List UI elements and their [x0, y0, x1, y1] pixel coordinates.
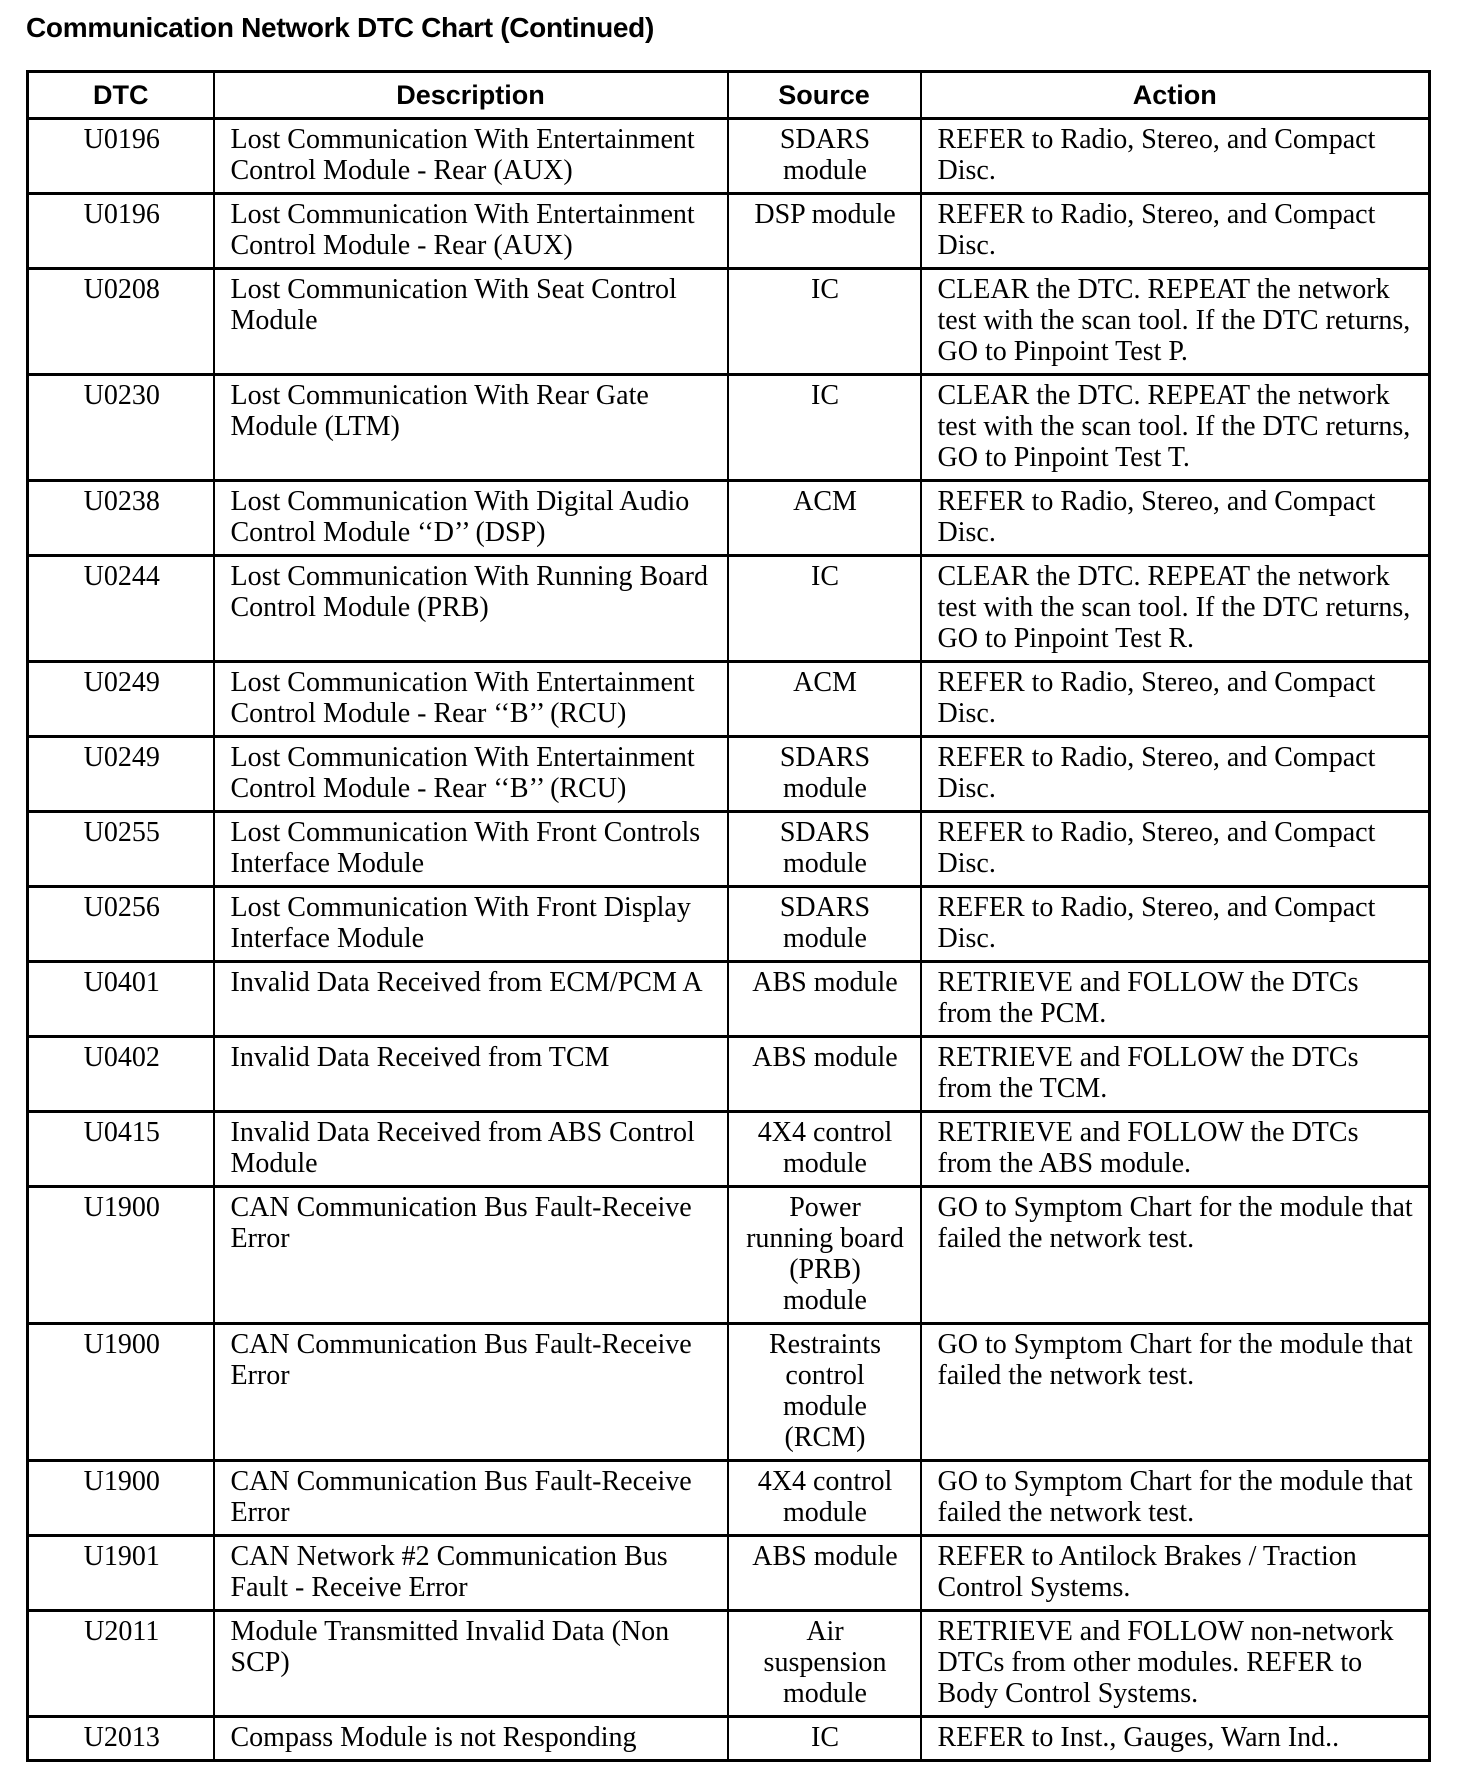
table-row — [28, 962, 1430, 1037]
source-cell: SDARS module — [728, 119, 921, 194]
table-row — [28, 1324, 1430, 1461]
action-cell: REFER to Radio, Stereo, and Compact Disc. — [921, 662, 1430, 737]
header-source: Source — [728, 72, 921, 119]
dtc-cell: U1901 — [28, 1536, 214, 1611]
table-row — [28, 1611, 1430, 1717]
action-cell: REFER to Radio, Stereo, and Compact Disc. — [921, 194, 1430, 269]
description-cell: Lost Communication With Entertainment Control Module - Rear (AUX) — [214, 194, 728, 269]
header-description: Description — [214, 72, 728, 119]
source-cell: ABS module — [728, 962, 921, 1037]
header-action: Action — [921, 72, 1430, 119]
dtc-cell: U0401 — [28, 962, 214, 1037]
action-cell: REFER to Radio, Stereo, and Compact Disc. — [921, 737, 1430, 812]
source-cell: SDARS module — [728, 887, 921, 962]
source-cell: ABS module — [728, 1536, 921, 1611]
table-row — [28, 194, 1430, 269]
dtc-cell: U2011 — [28, 1611, 214, 1717]
action-cell: REFER to Radio, Stereo, and Compact Disc. — [921, 887, 1430, 962]
description-cell: CAN Communication Bus Fault-Receive Error — [214, 1461, 728, 1536]
table-row — [28, 662, 1430, 737]
table-header-row — [28, 72, 1430, 119]
description-cell: Lost Communication With Front Controls Interface Module — [214, 812, 728, 887]
description-cell: CAN Network #2 Communication Bus Fault - Receive Error — [214, 1536, 728, 1611]
source-cell: Restraints control module (RCM) — [728, 1324, 921, 1461]
dtc-cell: U0402 — [28, 1037, 214, 1112]
dtc-cell: U0249 — [28, 662, 214, 737]
description-cell: Lost Communication With Entertainment Control Module - Rear ‘‘B’’ (RCU) — [214, 662, 728, 737]
action-cell: CLEAR the DTC. REPEAT the network test with the scan tool. If the DTC returns, GO to Pinpoint Test P. — [921, 269, 1430, 375]
description-cell: Invalid Data Received from ECM/PCM A — [214, 962, 728, 1037]
action-cell: GO to Symptom Chart for the module that failed the network test. — [921, 1461, 1430, 1536]
source-cell: 4X4 control module — [728, 1112, 921, 1187]
table-row — [28, 887, 1430, 962]
description-cell: Lost Communication With Running Board Control Module (PRB) — [214, 556, 728, 662]
header-dtc: DTC — [28, 72, 214, 119]
source-cell: IC — [728, 1717, 921, 1761]
table-row — [28, 1536, 1430, 1611]
source-cell: IC — [728, 375, 921, 481]
page-title: Communication Network DTC Chart (Continued) — [26, 12, 654, 43]
source-cell: SDARS module — [728, 812, 921, 887]
dtc-table — [26, 70, 1431, 1762]
description-cell: Lost Communication With Rear Gate Module (LTM) — [214, 375, 728, 481]
description-cell: Invalid Data Received from ABS Control Module — [214, 1112, 728, 1187]
dtc-cell: U0255 — [28, 812, 214, 887]
table-row — [28, 1717, 1430, 1761]
source-cell: IC — [728, 556, 921, 662]
description-cell: Lost Communication With Entertainment Control Module - Rear ‘‘B’’ (RCU) — [214, 737, 728, 812]
description-cell: Lost Communication With Seat Control Module — [214, 269, 728, 375]
source-cell: ABS module — [728, 1037, 921, 1112]
dtc-cell: U0196 — [28, 194, 214, 269]
dtc-cell: U0238 — [28, 481, 214, 556]
dtc-cell: U0256 — [28, 887, 214, 962]
description-cell: Invalid Data Received from TCM — [214, 1037, 728, 1112]
table-row — [28, 737, 1430, 812]
dtc-cell: U1900 — [28, 1324, 214, 1461]
table-row — [28, 269, 1430, 375]
description-cell: Lost Communication With Entertainment Control Module - Rear (AUX) — [214, 119, 728, 194]
table-row — [28, 119, 1430, 194]
description-cell: Compass Module is not Responding — [214, 1717, 728, 1761]
action-cell: CLEAR the DTC. REPEAT the network test with the scan tool. If the DTC returns, GO to Pinpoint Test T. — [921, 375, 1430, 481]
dtc-cell: U1900 — [28, 1187, 214, 1324]
action-cell: REFER to Radio, Stereo, and Compact Disc. — [921, 812, 1430, 887]
description-cell: CAN Communication Bus Fault-Receive Error — [214, 1324, 728, 1461]
source-cell: DSP module — [728, 194, 921, 269]
description-cell: Lost Communication With Front Display Interface Module — [214, 887, 728, 962]
dtc-cell: U2013 — [28, 1717, 214, 1761]
action-cell: RETRIEVE and FOLLOW non-network DTCs from other modules. REFER to Body Control Systems. — [921, 1611, 1430, 1717]
description-cell: Module Transmitted Invalid Data (Non SCP) — [214, 1611, 728, 1717]
action-cell: CLEAR the DTC. REPEAT the network test with the scan tool. If the DTC returns, GO to Pinpoint Test R. — [921, 556, 1430, 662]
table-row — [28, 1112, 1430, 1187]
action-cell: GO to Symptom Chart for the module that failed the network test. — [921, 1324, 1430, 1461]
action-cell: REFER to Radio, Stereo, and Compact Disc. — [921, 481, 1430, 556]
action-cell: REFER to Antilock Brakes / Traction Control Systems. — [921, 1536, 1430, 1611]
table-row — [28, 375, 1430, 481]
action-cell: REFER to Inst., Gauges, Warn Ind.. — [921, 1717, 1430, 1761]
dtc-cell: U1900 — [28, 1461, 214, 1536]
source-cell: ACM — [728, 481, 921, 556]
source-cell: IC — [728, 269, 921, 375]
table-row — [28, 1187, 1430, 1324]
action-cell: RETRIEVE and FOLLOW the DTCs from the TCM. — [921, 1037, 1430, 1112]
dtc-cell: U0208 — [28, 269, 214, 375]
dtc-cell: U0249 — [28, 737, 214, 812]
description-cell: CAN Communication Bus Fault-Receive Error — [214, 1187, 728, 1324]
action-cell: RETRIEVE and FOLLOW the DTCs from the ABS module. — [921, 1112, 1430, 1187]
table-row — [28, 481, 1430, 556]
source-cell: Air suspension module — [728, 1611, 921, 1717]
table-row — [28, 556, 1430, 662]
action-cell: REFER to Radio, Stereo, and Compact Disc. — [921, 119, 1430, 194]
dtc-cell: U0244 — [28, 556, 214, 662]
source-cell: SDARS module — [728, 737, 921, 812]
dtc-cell: U0196 — [28, 119, 214, 194]
description-cell: Lost Communication With Digital Audio Control Module ‘‘D’’ (DSP) — [214, 481, 728, 556]
source-cell: 4X4 control module — [728, 1461, 921, 1536]
table-row — [28, 812, 1430, 887]
table-row — [28, 1461, 1430, 1536]
dtc-cell: U0415 — [28, 1112, 214, 1187]
action-cell: RETRIEVE and FOLLOW the DTCs from the PCM. — [921, 962, 1430, 1037]
table-row — [28, 1037, 1430, 1112]
source-cell: ACM — [728, 662, 921, 737]
action-cell: GO to Symptom Chart for the module that failed the network test. — [921, 1187, 1430, 1324]
dtc-cell: U0230 — [28, 375, 214, 481]
source-cell: Power running board (PRB) module — [728, 1187, 921, 1324]
